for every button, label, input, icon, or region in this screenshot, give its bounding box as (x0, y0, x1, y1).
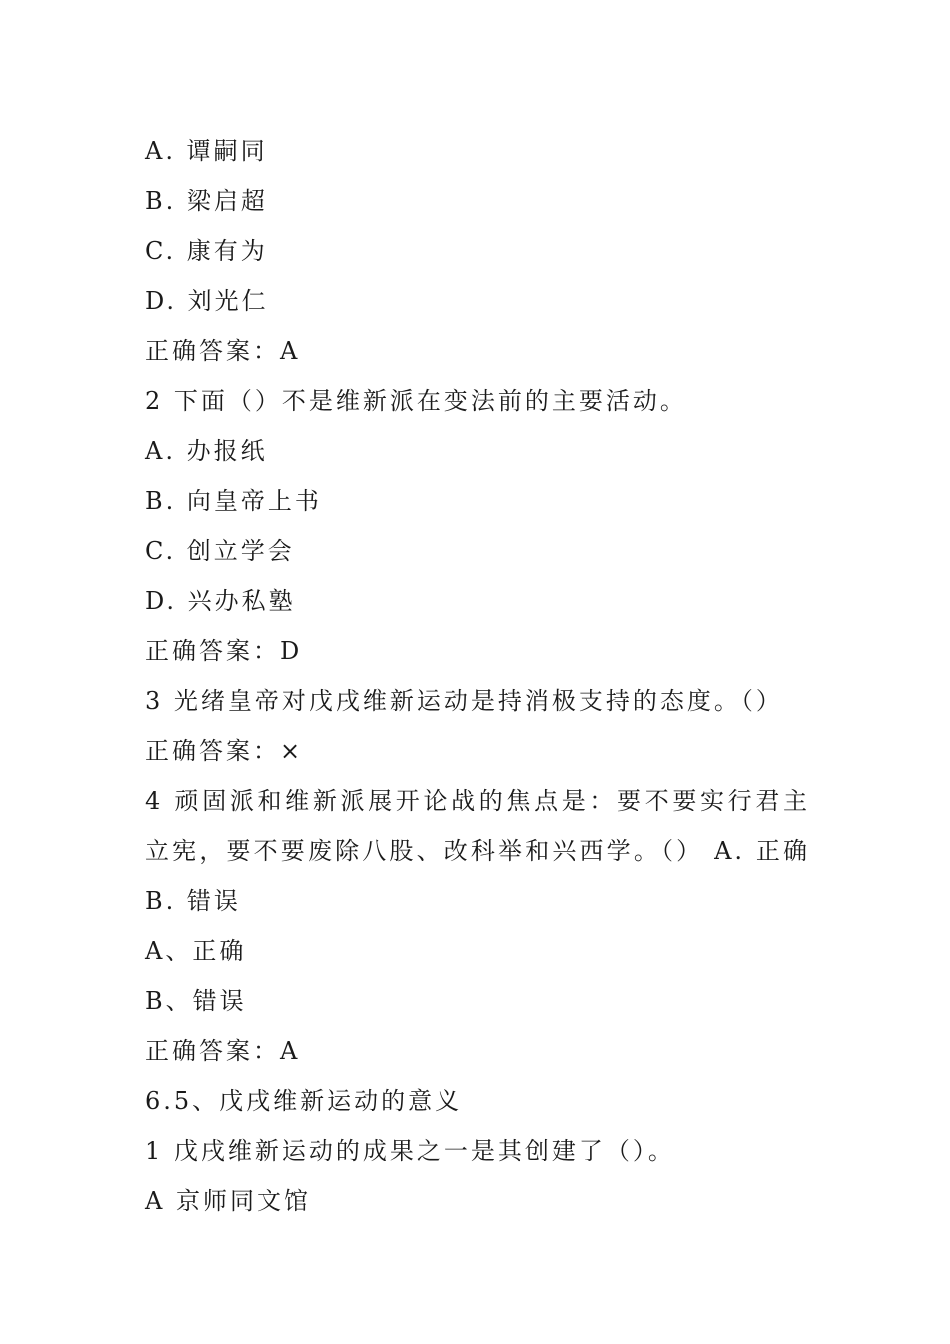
option-b: B. 梁启超 (145, 187, 268, 215)
option-a: A 京师同文馆 (145, 1187, 311, 1215)
section-heading: 6.5、戊戌维新运动的意义 (145, 1087, 463, 1115)
answer-line: 正确答案：A (145, 1037, 301, 1065)
option-c: C. 康有为 (145, 237, 268, 265)
option-d: D. 刘光仁 (145, 287, 269, 315)
option-a: A、正确 (145, 937, 247, 965)
question-4: 4 顽固派和维新派展开论战的焦点是：要不要实行君主立宪，要不要废除八股、改科举和兴西学。（） A. 正确 B. 错误 (145, 787, 810, 915)
question-3: 3 光绪皇帝对戊戌维新运动是持消极支持的态度。（） (145, 687, 783, 715)
document-page (145, 126, 810, 1226)
option-c: C. 创立学会 (145, 537, 295, 565)
answer-line: 正确答案：A (145, 337, 301, 365)
question-1: 1 戊戌维新运动的成果之一是其创建了（）。 (145, 1137, 675, 1165)
option-b: B、错误 (145, 987, 247, 1015)
option-b: B. 向皇帝上书 (145, 487, 322, 515)
option-a: A. 谭嗣同 (145, 137, 268, 165)
option-a: A. 办报纸 (145, 437, 268, 465)
answer-line: 正确答案：D (145, 637, 303, 665)
question-2: 2 下面（）不是维新派在变法前的主要活动。 (145, 387, 687, 415)
option-d: D. 兴办私塾 (145, 587, 296, 615)
answer-line: 正确答案：× (145, 737, 304, 765)
